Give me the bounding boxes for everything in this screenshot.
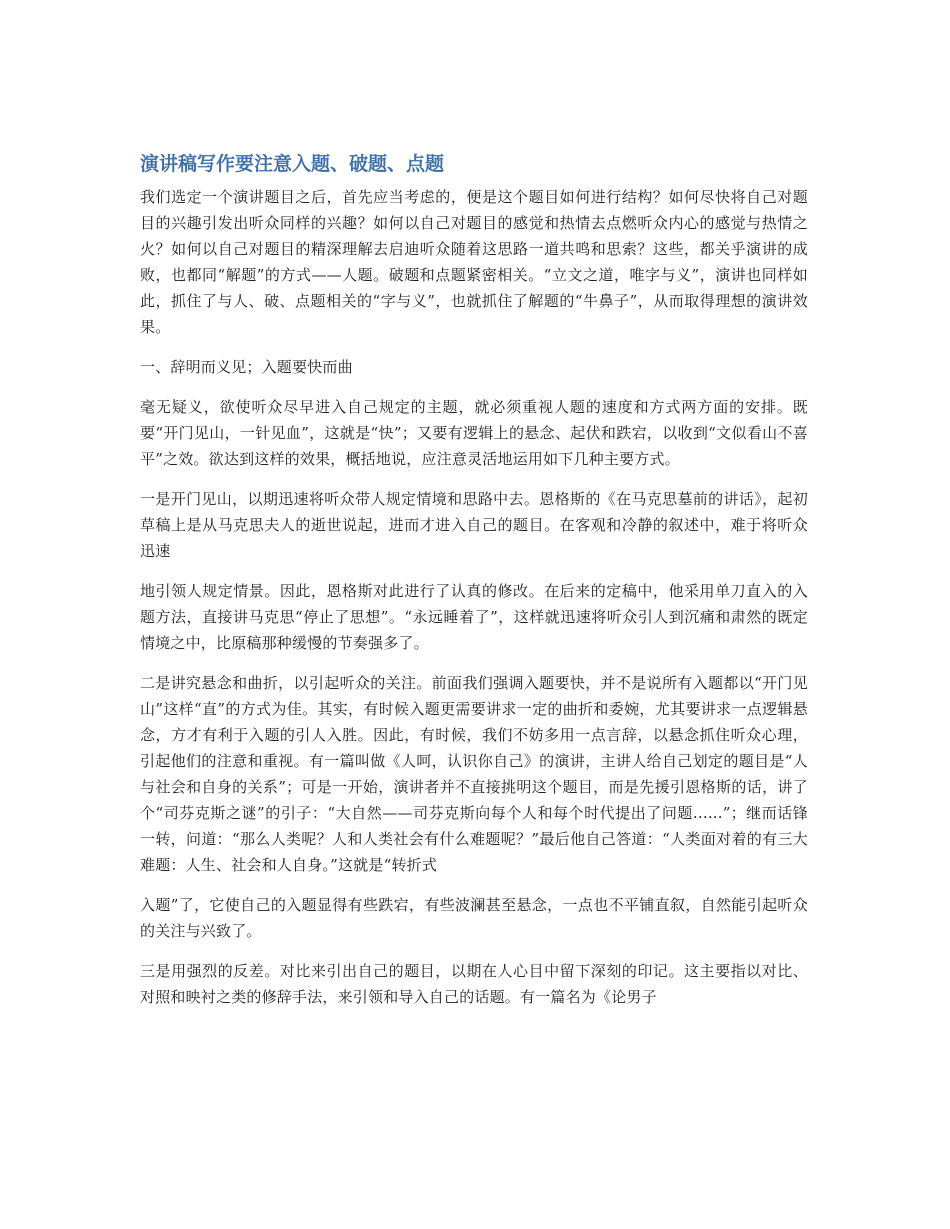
document-title: 演讲稿写作要注意入题、破题、点题 xyxy=(140,153,445,175)
paragraph: 三是用强烈的反差。对比来引出自己的题目，以期在人心目中留下深刻的印记。这主要指以对比、对照和映衬之类的修辞手法，来引领和导入自己的话题。有一篇名为《论男子 xyxy=(140,962,808,1006)
paragraph: 入题”了，它使自己的入题显得有些跌宕，有些波澜甚至悬念，一点也不平铺直叙，自然能引起听众的关注与兴致了。 xyxy=(140,896,808,940)
paragraph-intro: 我们选定一个演讲题目之后，首先应当考虑的，便是这个题目如何进行结构？如何尽快将自己对题目的兴趣引发出听众同样的兴趣？如何以自己对题目的感觉和热情去点燃听众内心的感觉与热情之火？如何以自己对题目的精深理解去启迪听众随着这思路一道共鸣和思索？这些，都关乎演讲的成败，也都同“解题”的方式——人题。破题和点题紧密相关。“立文之道，唯字与义”，演讲也同样如此，抓住了与人、破、点题相关的“字与义”，也就抓住了解题的“牛鼻子”，从而取得理想的演讲效果。 xyxy=(140,188,808,336)
paragraph: 地引领人规定情景。因此，恩格斯对此进行了认真的修改。在后来的定稿中，他采用单刀直入的入题方法，直接讲马克思“停止了思想”。“永远睡着了”，这样就迅速将听众引人到沉痛和肃然的既定情境之中，比原稿那种缓慢的节奏强多了。 xyxy=(140,582,808,652)
document-page xyxy=(140,150,808,1024)
section-heading-1: 一、辞明而义见；入题要快而曲 xyxy=(140,358,353,376)
paragraph: 二是讲究悬念和曲折，以引起听众的关注。前面我们强调入题要快，并不是说所有入题都以“开门见山”这样“直”的方式为佳。其实，有时候入题更需要讲求一定的曲折和委婉，尤其要讲求一点逻辑悬念，方才有利于入题的引人入胜。因此，有时候，我们不妨多用一点言辞，以悬念抓住听众心理，引起他们的注意和重视。有一篇叫做《人呵，认识你自己》的演讲，主讲人给自己划定的题目是“人与社会和自身的关系”；可是一开始，演讲者并不直接挑明这个题目，而是先援引恩格斯的话，讲了个“司芬克斯之谜”的引子：“大自然——司芬克斯向每个人和每个时代提出了问题......”；继而话锋一转，问道：“那么人类呢？人和人类社会有什么难题呢？”最后他自己答道：“人类面对着的有三大难题：人生、社会和人自身。”这就是“转折式 xyxy=(140,674,808,874)
paragraph: 毫无疑义，欲使听众尽早进入自己规定的主题，就必须重视人题的速度和方式两方面的安排。既要“开门见山，一针见血”，这就是“快”；又要有逻辑上的悬念、起伏和跌宕，以收到“文似看山不喜平”之效。欲达到这样的效果，概括地说，应注意灵活地运用如下几种主要方式。 xyxy=(140,398,808,468)
paragraph: 一是开门见山，以期迅速将听众带人规定情境和思路中去。恩格斯的《在马克思墓前的讲话》，起初草稿上是从马克思夫人的逝世说起，进而才进入自己的题目。在客观和冷静的叙述中，难于将听众迅速 xyxy=(140,490,808,560)
